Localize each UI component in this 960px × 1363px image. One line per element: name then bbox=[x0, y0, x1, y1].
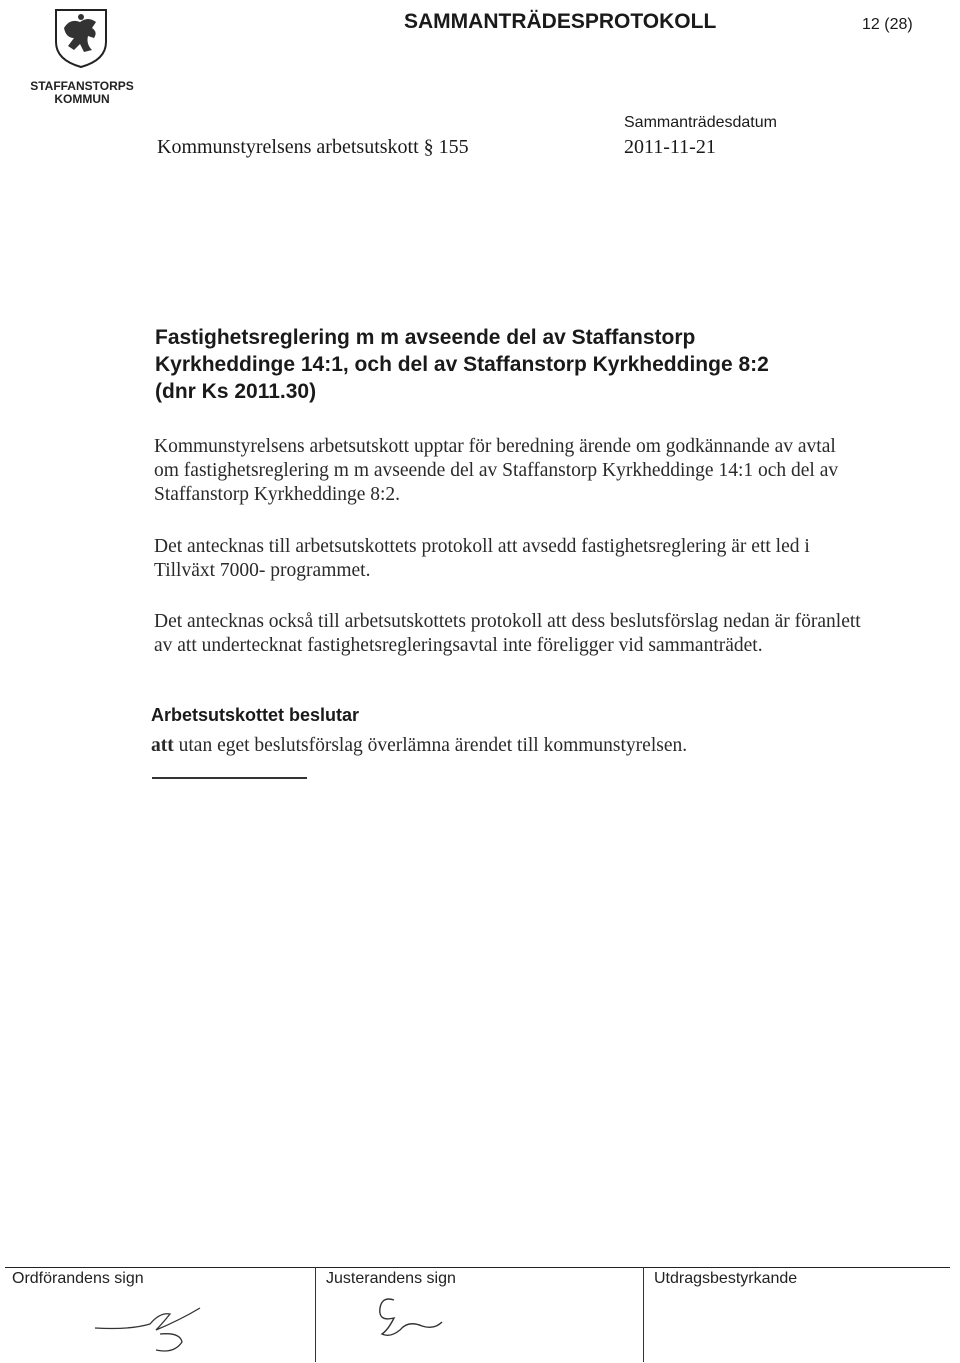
decision-body: utan eget beslutsförslag överlämna ärendet till kommunstyrelsen. bbox=[173, 735, 688, 756]
decision-text bbox=[151, 735, 687, 757]
adjuster-signature-icon bbox=[360, 1290, 460, 1350]
body-paragraph-2: Det antecknas till arbetsutskottets protokoll att avsedd fastighetsreglering är ett led i Tillväxt 7000- programmet. bbox=[154, 536, 810, 581]
signature-divider-1 bbox=[315, 1267, 316, 1362]
committee-section: Kommunstyrelsens arbetsutskott § 155 bbox=[157, 136, 469, 158]
municipal-coat-of-arms-icon bbox=[40, 8, 122, 68]
meeting-date-label: Sammanträdesdatum bbox=[624, 114, 777, 131]
chair-signature-icon bbox=[90, 1290, 220, 1360]
certifier-label: Utdragsbestyrkande bbox=[654, 1270, 798, 1287]
document-title: SAMMANTRÄDESPROTOKOLL bbox=[404, 10, 717, 33]
signature-row-line bbox=[5, 1267, 950, 1268]
end-divider bbox=[152, 777, 307, 779]
body-paragraph-1: Kommunstyrelsens arbetsutskott upptar för beredning ärende om godkännande av avtal om fastighetsreglering m m avseende del av Staffanstorp Kyrkheddinge 14:1 och del av Staffanstorp Kyrkheddinge 8:2. bbox=[154, 436, 839, 505]
item-heading: Fastighetsreglering m m avseende del av Staffanstorp Kyrkheddinge 14:1, och del av Staffanstorp Kyrkheddinge 8:2 (dnr Ks 2011.30) bbox=[155, 326, 769, 403]
decision-att: att bbox=[151, 735, 174, 756]
municipality-name: STAFFANSTORPS KOMMUN bbox=[30, 79, 134, 106]
adjuster-sign-label: Justerandens sign bbox=[326, 1270, 456, 1287]
signature-divider-2 bbox=[643, 1267, 644, 1362]
body-paragraph-3: Det antecknas också till arbetsutskottets protokoll att dess beslutsförslag nedan är föranlett av att undertecknat fastighetsregleringsavtal inte föreligger vid sammanträdet. bbox=[154, 611, 861, 656]
decision-heading: Arbetsutskottet beslutar bbox=[151, 705, 360, 725]
chair-sign-label: Ordförandens sign bbox=[12, 1270, 144, 1287]
page-number: 12 (28) bbox=[862, 16, 913, 33]
meeting-date: 2011-11-21 bbox=[624, 136, 716, 158]
